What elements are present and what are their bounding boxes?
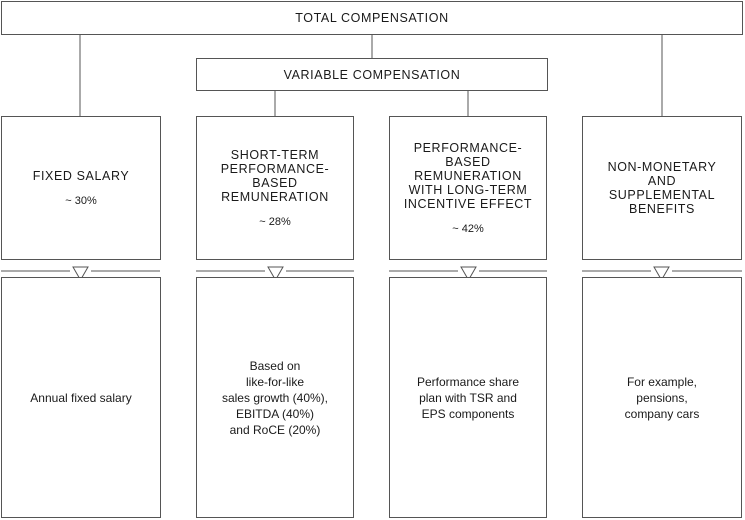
variable-compensation-box — [196, 58, 548, 91]
benefits-title: NON-MONETARY AND SUPPLEMENTAL BENEFITS — [607, 160, 717, 216]
long-term-description: Performance share plan with TSR and EPS components — [416, 374, 520, 421]
fixed-salary-percent: ~ 30% — [65, 195, 97, 207]
fixed-salary-description: Annual fixed salary — [30, 390, 132, 405]
fixed-salary-box — [1, 116, 161, 260]
short-term-title: SHORT-TERM PERFORMANCE- BASED REMUNERATION — [220, 148, 330, 204]
long-term-percent: ~ 42% — [452, 223, 484, 235]
short-term-description-box — [196, 277, 354, 518]
benefits-box — [582, 116, 742, 260]
short-term-description: Based on like-for-like sales growth (40%), EBITDA (40%) and RoCE (20%) — [221, 358, 329, 437]
total-compensation-box — [1, 1, 743, 35]
short-term-box — [196, 116, 354, 260]
long-term-title: PERFORMANCE- BASED REMUNERATION WITH LONG-TERM INCENTIVE EFFECT — [403, 141, 533, 211]
fixed-salary-description-box — [1, 277, 161, 518]
long-term-description-box — [389, 277, 547, 518]
short-term-percent: ~ 28% — [259, 216, 291, 228]
long-term-box — [389, 116, 547, 260]
fixed-salary-title: FIXED SALARY — [32, 169, 130, 183]
variable-compensation-label: VARIABLE COMPENSATION — [283, 67, 461, 82]
total-compensation-label: TOTAL COMPENSATION — [295, 11, 449, 25]
benefits-description: For example, pensions, company cars — [624, 374, 700, 421]
benefits-description-box — [582, 277, 742, 518]
